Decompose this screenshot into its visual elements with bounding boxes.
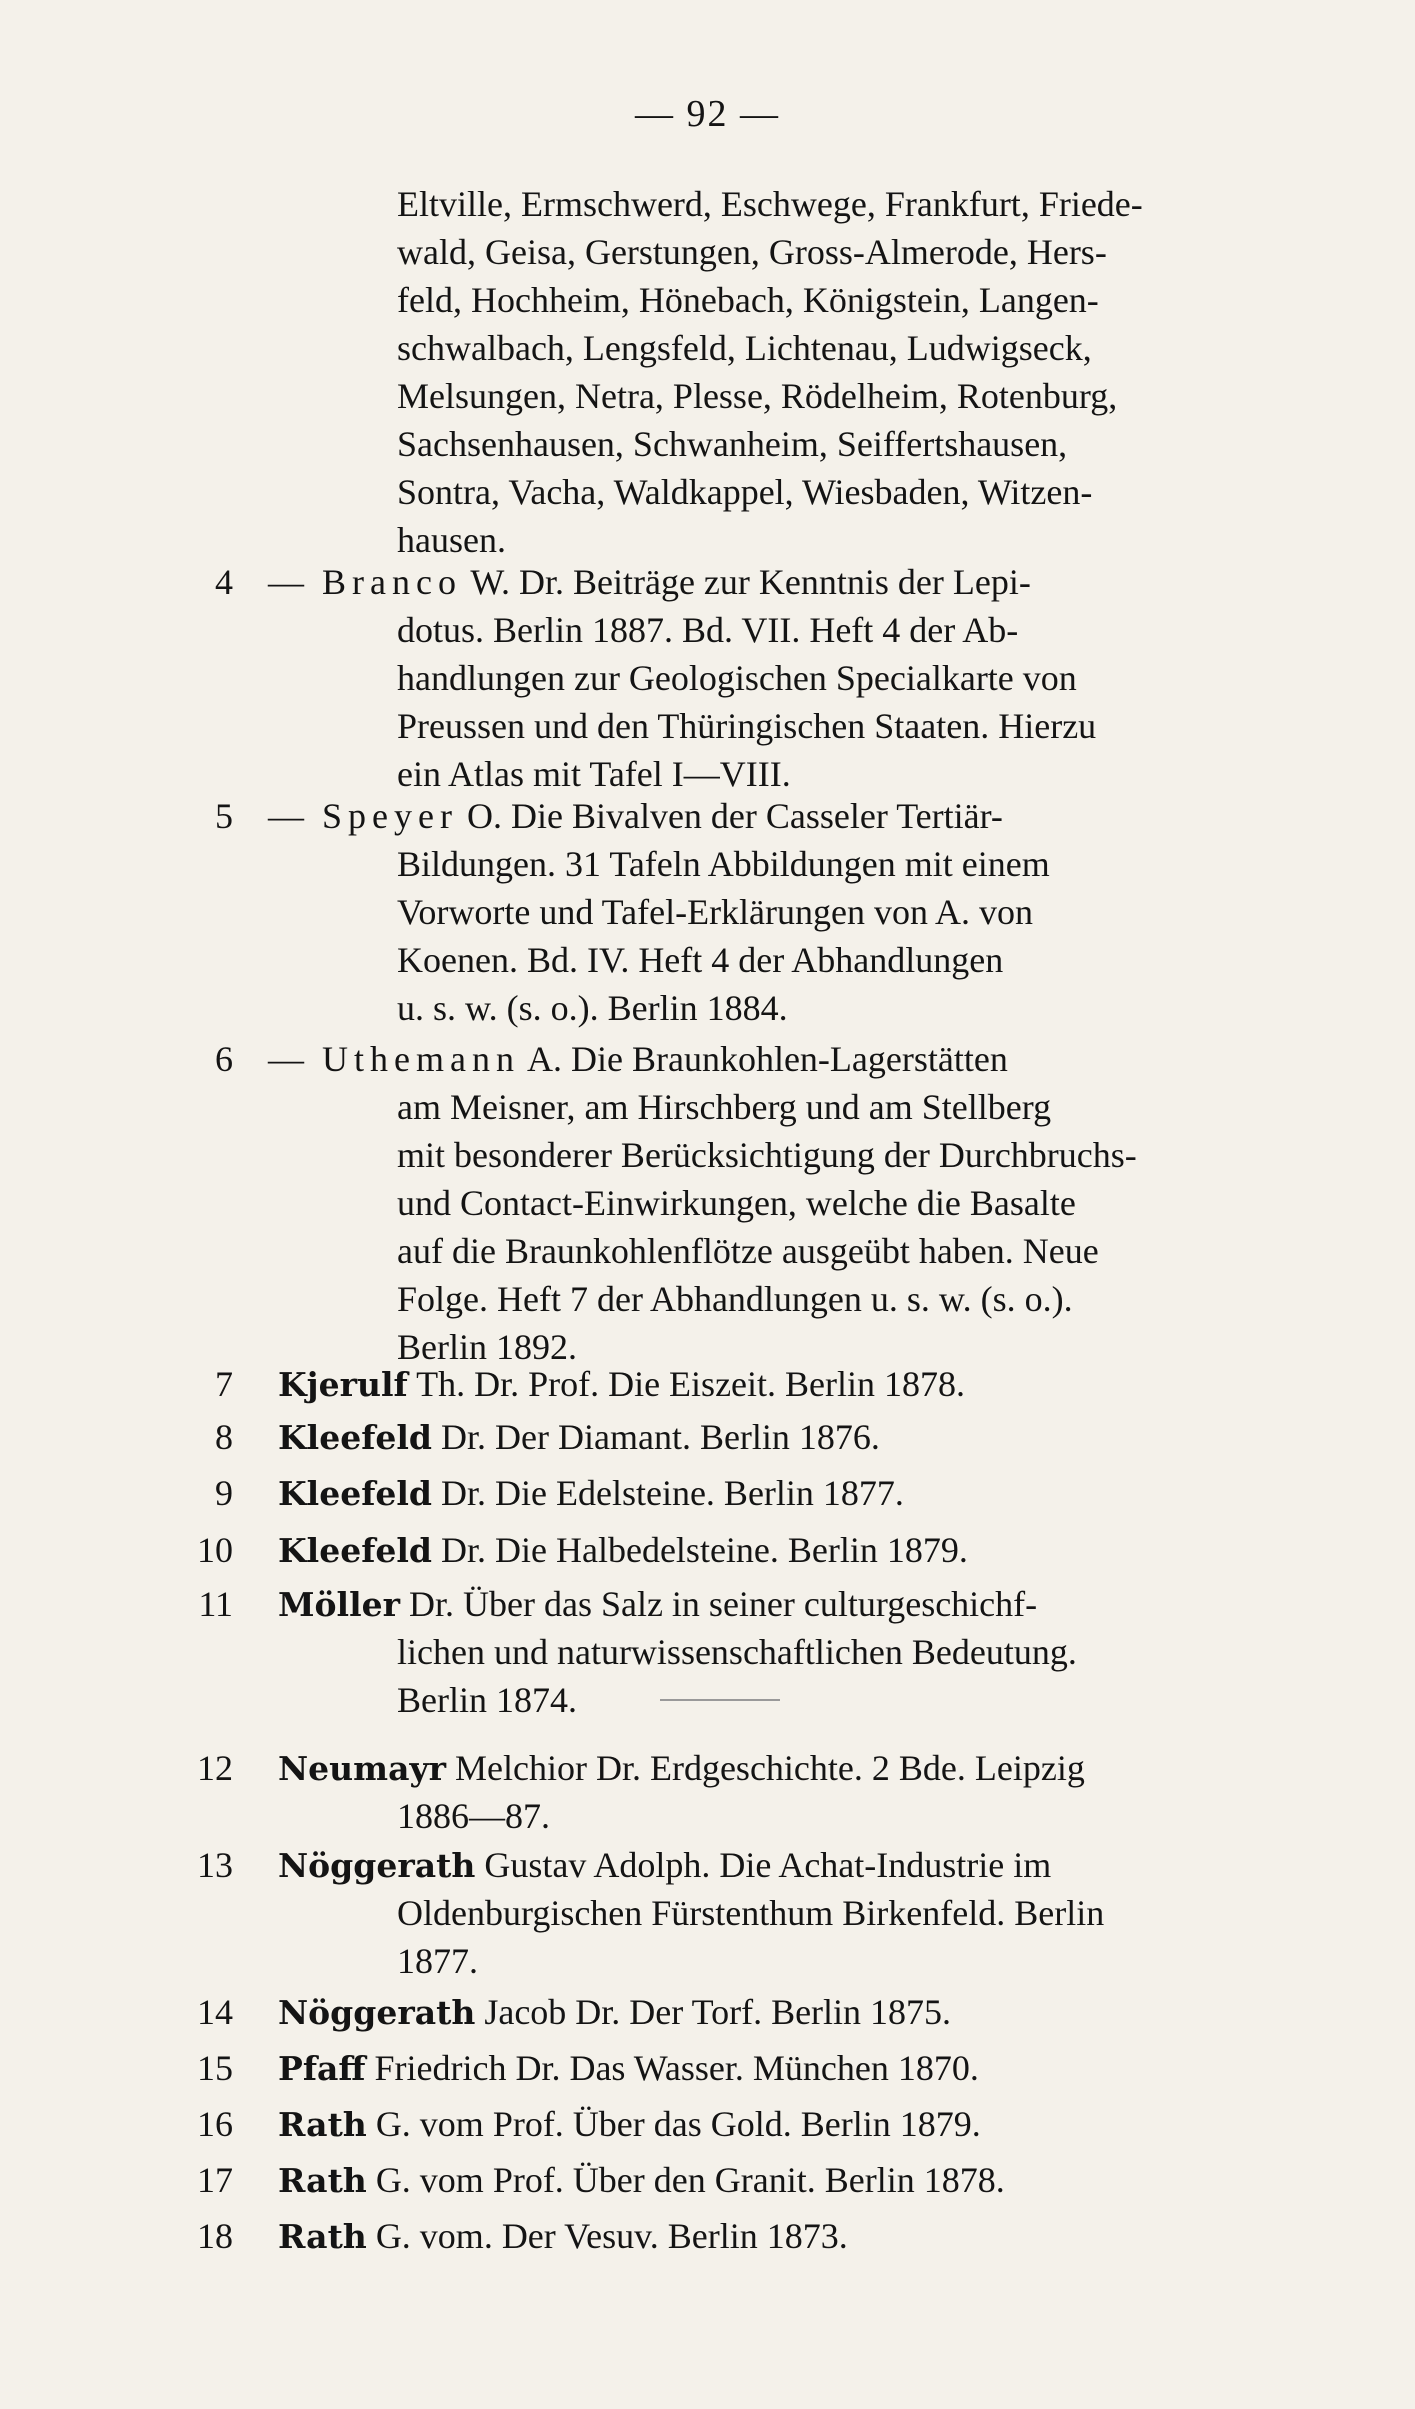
entry-text: Dr. Die Halbedelsteine. Berlin 1879.: [441, 1530, 968, 1570]
entry-number: 6: [215, 1039, 233, 1079]
text-line: Folge. Heft 7 der Abhandlungen u. s. w. (s. o.).: [397, 1279, 1073, 1319]
entry-number: 12: [197, 1748, 233, 1788]
entry-text: Jacob Dr. Der Torf. Berlin 1875.: [484, 1992, 952, 2032]
entry-number: 13: [197, 1845, 233, 1885]
text-line: wald, Geisa, Gerstungen, Gross-Almerode, Hers-: [397, 232, 1107, 272]
entry-text: Friedrich Dr. Das Wasser. München 1870.: [374, 2048, 979, 2088]
text-line: Koenen. Bd. IV. Heft 4 der Abhandlungen: [397, 940, 1004, 980]
text-line: am Meisner, am Hirschberg und am Stellberg: [397, 1087, 1052, 1127]
entry-number: 14: [197, 1992, 233, 2032]
text-line: 1877.: [397, 1941, 478, 1981]
text-line: Vorworte und Tafel-Erklärungen von A. von: [397, 892, 1034, 932]
entry-number: 16: [197, 2104, 233, 2144]
entry-text: O. Die Bivalven der Casseler Tertiär-: [457, 796, 1003, 836]
entry-text: Th. Dr. Prof. Die Eiszeit. Berlin 1878.: [416, 1364, 966, 1404]
text-line: dotus. Berlin 1887. Bd. VII. Heft 4 der Ab-: [397, 610, 1019, 650]
entry-author: Rath: [278, 2105, 367, 2144]
entry-author: Pfaff: [278, 2049, 366, 2088]
entry-text: Dr. Der Diamant. Berlin 1876.: [441, 1417, 880, 1457]
text-line: mit besonderer Berücksichtigung der Durchbruchs-: [397, 1135, 1137, 1175]
entry-author: Kjerulf: [278, 1365, 408, 1404]
entry-text: A. Die Braunkohlen-Lagerstätten: [519, 1039, 1008, 1079]
entry-author: Nöggerath: [278, 1993, 476, 2032]
entry-dash: —: [268, 1039, 304, 1079]
entry-number: 17: [197, 2160, 233, 2200]
text-line: 1886—87.: [397, 1796, 550, 1836]
entry-number: 15: [197, 2048, 233, 2088]
entry-text: Dr. Über das Salz in seiner culturgeschichf-: [409, 1584, 1038, 1624]
page-number: — 92 —: [635, 93, 780, 135]
entry-author: Neumayr: [278, 1749, 447, 1788]
entry-number: 4: [215, 562, 233, 602]
text-line: und Contact-Einwirkungen, welche die Basalte: [397, 1183, 1076, 1223]
entry-text: Melchior Dr. Erdgeschichte. 2 Bde. Leipzig: [455, 1748, 1085, 1788]
entry-number: 9: [215, 1473, 233, 1513]
entry-number: 10: [197, 1530, 233, 1570]
text-line: Oldenburgischen Fürstenthum Birkenfeld. Berlin: [397, 1893, 1105, 1933]
text-line: Berlin 1874.: [397, 1680, 577, 1720]
text-line: schwalbach, Lengsfeld, Lichtenau, Ludwigseck,: [397, 328, 1092, 368]
entry-text: G. vom. Der Vesuv. Berlin 1873.: [375, 2216, 848, 2256]
text-line: Melsungen, Netra, Plesse, Rödelheim, Rotenburg,: [397, 376, 1118, 416]
entry-author: Uthemann: [322, 1039, 520, 1079]
entry-author: Nöggerath: [278, 1846, 476, 1885]
entry-text: W. Dr. Beiträge zur Kenntnis der Lepi-: [461, 562, 1031, 602]
entry-number: 18: [197, 2216, 233, 2256]
text-line: Preussen und den Thüringischen Staaten. Hierzu: [397, 706, 1097, 746]
text-line: ein Atlas mit Tafel I—VIII.: [397, 754, 791, 794]
entry-author: Möller: [278, 1585, 400, 1624]
entry-text: G. vom Prof. Über das Gold. Berlin 1879.: [375, 2104, 981, 2144]
entry-author: Rath: [278, 2161, 367, 2200]
divider: [660, 1699, 780, 1701]
entry-text: Dr. Die Edelsteine. Berlin 1877.: [441, 1473, 904, 1513]
entry-author: Kleefeld: [278, 1474, 433, 1513]
entry-dash: —: [268, 562, 304, 602]
text-line: hausen.: [397, 520, 506, 560]
text-line: auf die Braunkohlenflötze ausgeübt haben. Neue: [397, 1231, 1099, 1271]
text-line: Sachsenhausen, Schwanheim, Seiffertshausen,: [397, 424, 1068, 464]
entry-number: 8: [215, 1417, 233, 1457]
entry-text: Gustav Adolph. Die Achat-Industrie im: [484, 1845, 1052, 1885]
text-line: Berlin 1892.: [397, 1327, 577, 1367]
entry-number: 7: [215, 1364, 233, 1404]
entry-author: Speyer: [322, 796, 458, 836]
text-line: lichen und naturwissenschaftlichen Bedeutung.: [397, 1632, 1077, 1672]
text-line: Sontra, Vacha, Waldkappel, Wiesbaden, Witzen-: [397, 472, 1093, 512]
text-line: Bildungen. 31 Tafeln Abbildungen mit einem: [397, 844, 1050, 884]
entry-author: Kleefeld: [278, 1531, 433, 1570]
entry-author: Branco: [322, 562, 462, 602]
entry-author: Kleefeld: [278, 1418, 433, 1457]
entry-number: 11: [198, 1584, 233, 1624]
text-line: handlungen zur Geologischen Specialkarte von: [397, 658, 1077, 698]
entry-dash: —: [268, 796, 304, 836]
text-line: feld, Hochheim, Hönebach, Königstein, Langen-: [397, 280, 1099, 320]
text-line: u. s. w. (s. o.). Berlin 1884.: [397, 988, 788, 1028]
entry-text: G. vom Prof. Über den Granit. Berlin 1878.: [375, 2160, 1005, 2200]
text-line: Eltville, Ermschwerd, Eschwege, Frankfurt, Friede-: [397, 184, 1143, 224]
entry-author: Rath: [278, 2217, 367, 2256]
entry-number: 5: [215, 796, 233, 836]
